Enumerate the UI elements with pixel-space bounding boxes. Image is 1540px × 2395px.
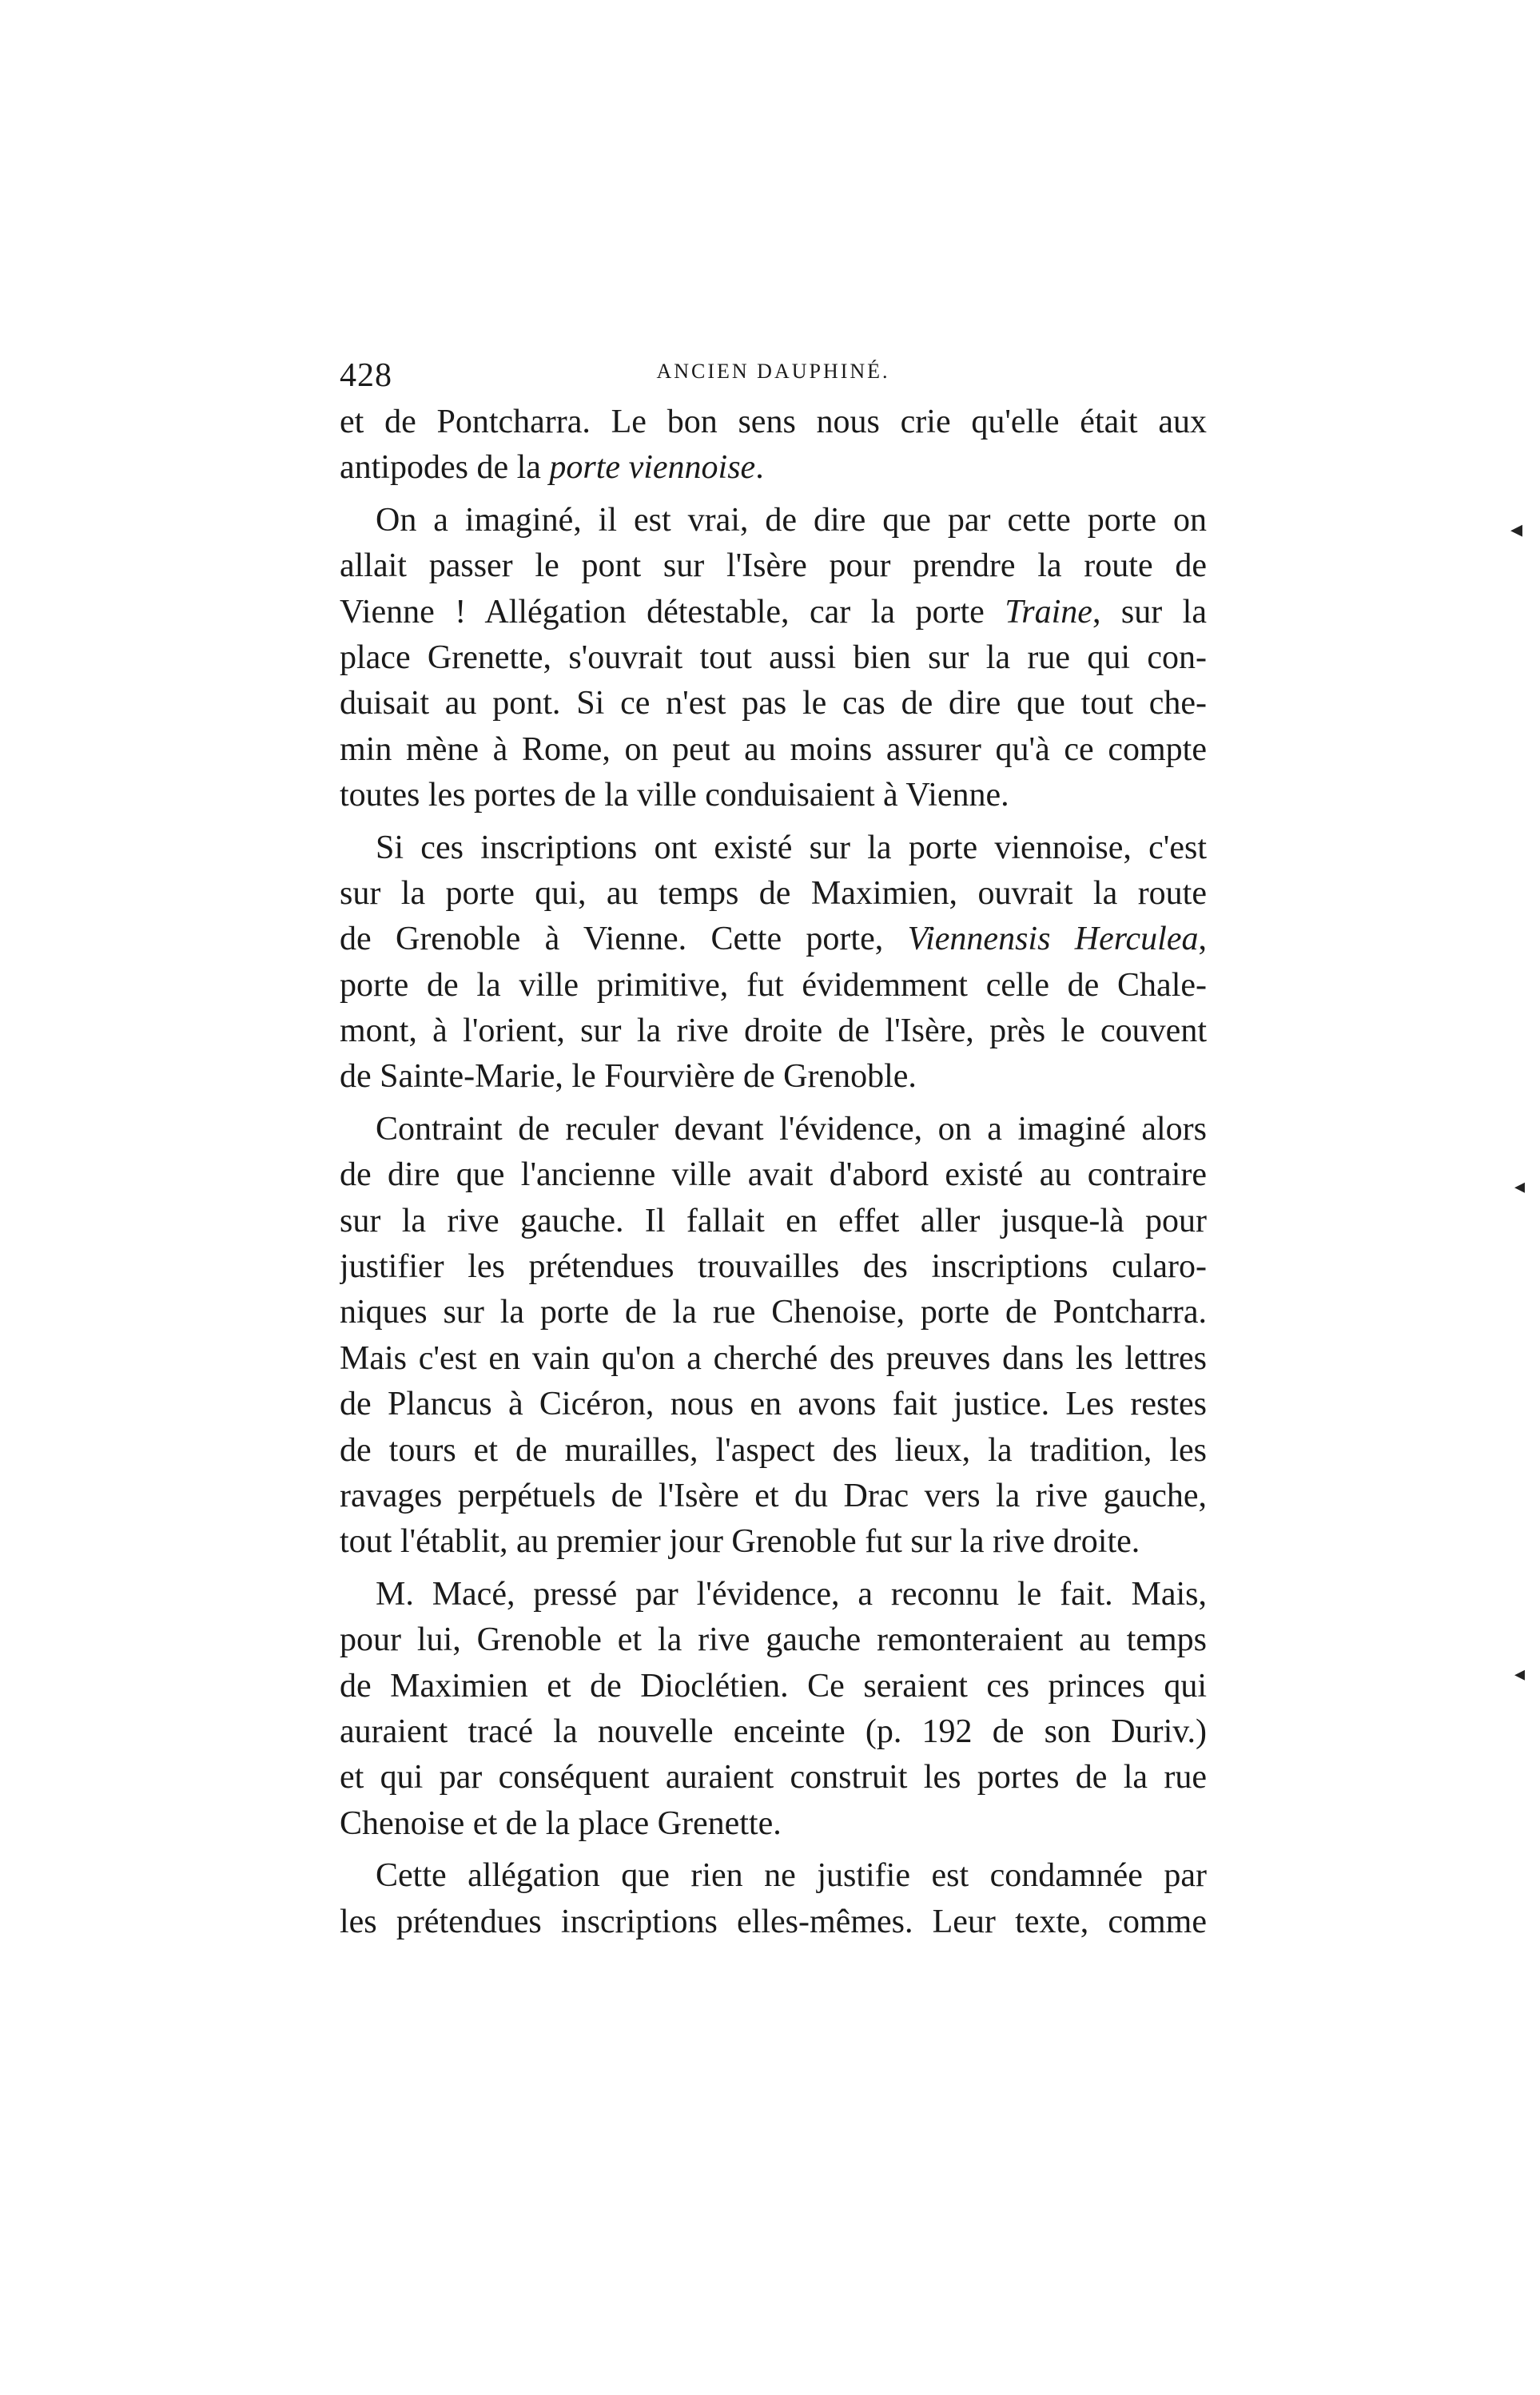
text-line: tout l'établit, au premier jour Grenoble fut sur la rive droite. [340,1523,1140,1561]
text-line: de tours et de murailles, l'aspect des lieux, la tradition, les [340,1431,1207,1469]
scan-speck-mark: ◂ [1514,1175,1526,1199]
text-line: antipodes de la porte viennoise. [340,449,764,487]
text-line: ravages perpétuels de l'Isère et du Drac vers la rive gauche, [340,1477,1207,1514]
paragraph [340,1572,1207,1847]
text-line: sur la porte qui, au temps de Maximien, ouvrait la route [340,874,1207,912]
text-line: les prétendues inscriptions elles-mêmes. Leur texte, comme [340,1903,1207,1940]
text-line: place Grenette, s'ouvrait tout aussi bien sur la rue qui con- [340,639,1207,676]
scan-speck-mark: ◂ [1514,1662,1526,1686]
running-head: ANCIEN DAUPHINÉ. [656,360,890,383]
text-line: justifier les prétendues trouvailles des inscriptions cularo- [340,1248,1207,1286]
page-header [340,352,1207,400]
text-line: et de Pontcharra. Le bon sens nous crie qu'elle était aux [340,404,1207,440]
text-line: On a imaginé, il est vrai, de dire que par cette porte on [376,501,1207,539]
text-line: allait passer le pont sur l'Isère pour prendre la route de [340,547,1207,585]
text-line: min mène à Rome, on peut au moins assurer qu'à ce compte [340,730,1207,768]
text-line: de Maximien et de Dioclétien. Ce seraient ces princes qui [340,1667,1207,1705]
text-line: Mais c'est en vain qu'on a cherché des preuves dans les lettres [340,1339,1207,1377]
paragraph [340,826,1207,1100]
text-line: toutes les portes de la ville conduisaient à Vienne. [340,777,1009,814]
italic-term: Viennensis Herculea [907,921,1199,958]
italic-term: Traine [1005,593,1092,631]
paragraph [340,498,1207,819]
italic-term: porte viennoise [549,449,756,487]
text-line: de Grenoble à Vienne. Cette porte, Viennensis Herculea, [340,921,1207,958]
text-line: M. Macé, pressé par l'évidence, a reconnu le fait. Mais, [376,1575,1207,1613]
text-line: Si ces inscriptions ont existé sur la porte viennoise, c'est [376,829,1207,866]
text-line: mont, à l'orient, sur la rive droite de l'Isère, près le couvent [340,1013,1207,1050]
text-line: de Sainte-Marie, le Fourvière de Grenoble. [340,1058,917,1096]
scan-speck-mark: ◂ [1510,515,1523,543]
text-line: niques sur la porte de la rue Chenoise, porte de Pontcharra. [340,1294,1207,1331]
text-line: auraient tracé la nouvelle enceinte (p. 192 de son Duriv.) [340,1713,1207,1750]
text-line: de Plancus à Cicéron, nous en avons fait justice. Les restes [340,1386,1207,1423]
paragraph [340,1107,1207,1566]
text-line: porte de la ville primitive, fut évidemment celle de Chale- [340,966,1207,1004]
text-line: Cette allégation que rien ne justifie est condamnée par [376,1857,1207,1895]
text-line: duisait au pont. Si ce n'est pas le cas de dire que tout che- [340,685,1207,722]
text-line: sur la rive gauche. Il fallait en effet aller jusque-là pour [340,1202,1207,1239]
page-number: 428 [340,357,392,394]
text-line: et qui par conséquent auraient construit les portes de la rue [340,1759,1207,1796]
paragraph [340,400,1207,491]
text-line: Vienne ! Allégation détestable, car la porte Traine, sur la [340,593,1207,631]
text-line: de dire que l'ancienne ville avait d'abord existé au contraire [340,1156,1207,1194]
text-line: Contraint de reculer devant l'évidence, on a imaginé alors [376,1110,1207,1148]
body-text [340,400,1207,1945]
text-line: pour lui, Grenoble et la rive gauche remonteraient au temps [340,1621,1207,1659]
paragraph [340,1853,1207,1945]
text-line: Chenoise et de la place Grenette. [340,1804,782,1842]
